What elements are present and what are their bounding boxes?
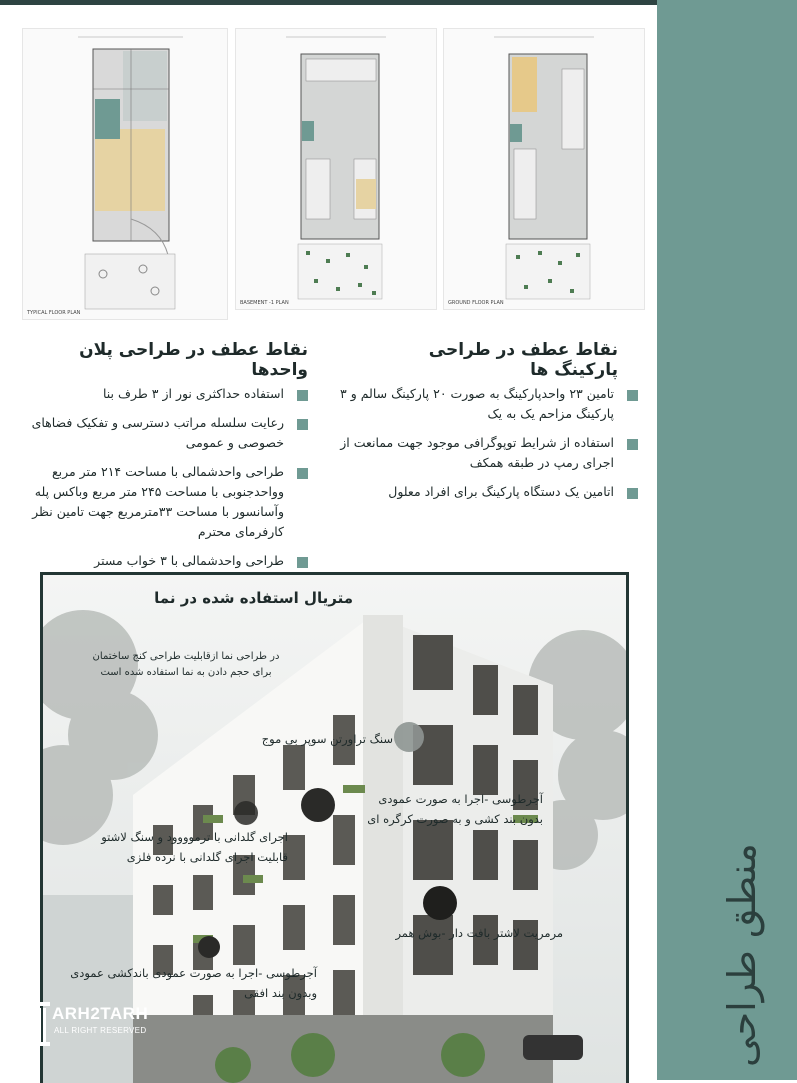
bullet-square-icon [297, 419, 308, 430]
list-item: استفاده از شرایط توپوگرافی موجود جهت ممانعت از اجرای رمپ در طبقه همکف [318, 433, 640, 473]
plan-caption: BASEMENT -1 PLAN [240, 300, 289, 306]
basement-plan [235, 28, 437, 310]
basement-plan-drawing [236, 29, 436, 309]
parking-section-title: نقاط عطف در طراحی پارکینگ ها [428, 340, 618, 380]
list-item: اتامین یک دستگاه پارکینگ برای افراد معلول [318, 482, 640, 502]
facade-subtitle: در طراحی نما ازقابلیت طراحی کنج ساختمان برای حجم دادن به نما استفاده شده است [92, 651, 280, 678]
bullet-square-icon [627, 488, 638, 499]
logo-subtitle: ALL RIGHT RESERVED [54, 1026, 147, 1035]
marble-label: مرمریت لاشتر بافت دار -بوش همر [395, 926, 563, 940]
list-item: طراحی واحدشمالی با ۳ خواب مستر [30, 551, 310, 571]
planters-label: اجرای گلدانی با ترموووود و سنگ لاشتو قابلیت اجرای گلدانی با نرده فلزی [101, 830, 288, 864]
side-title: منطق طراحی [720, 843, 764, 1067]
plan-caption: GROUND FLOOR PLAN [448, 300, 504, 306]
units-section-title: نقاط عطف در طراحی پلان واحدها [79, 340, 308, 380]
typical-floor-plan-drawing [23, 29, 227, 319]
bullet-square-icon [627, 439, 638, 450]
ground-floor-plan-drawing [444, 29, 644, 309]
logo-name: ARH2TARH [52, 1004, 149, 1023]
logo-pillar-icon [30, 1002, 50, 1046]
bullet-square-icon [297, 468, 308, 479]
bullet-square-icon [297, 557, 308, 568]
brick-vertical-label: آجرطوسی -اجرا به صورت عمودی بدون بند کشی و به صورت کرگره ای [367, 792, 543, 826]
plan-caption: TYPICAL FLOOR PLAN [27, 310, 81, 316]
list-item: رعایت سلسله مراتب دسترسی و تفکیک فضاهای خصوصی و عمومی [30, 413, 310, 453]
bullet-square-icon [627, 390, 638, 401]
brick-horizontal-label: آجرطوسی -اجرا به صورت عمودی باندکشی عمودی وبدون بند افقی [70, 966, 317, 1000]
logo [30, 1000, 180, 1050]
list-item: تامین ۲۳ واحدپارکینگ به صورت ۲۰ پارکینگ سالم و ۳ پارکینگ مزاحم یک به یک [318, 384, 640, 424]
typical-floor-plan [22, 28, 228, 320]
parking-bullet-list [318, 384, 640, 511]
list-item: طراحی واحدشمالی با مساحت ۲۱۴ متر مربع وواحدجنوبی با مساحت ۲۴۵ متر مربع وباکس پله وآسانسور با مساحت ۳۳مترمربع جهت تامین نظر کارفرمای محترم [30, 462, 310, 542]
bullet-square-icon [297, 390, 308, 401]
ground-floor-plan [443, 28, 645, 310]
list-item: استفاده حداکثری نور از ۳ طرف بنا [30, 384, 310, 404]
units-bullet-list [30, 384, 310, 580]
facade-title: متریال استفاده شده در نما [154, 589, 353, 607]
travertine-label: سنگ تراورتن سوپر بی موج [261, 732, 393, 746]
